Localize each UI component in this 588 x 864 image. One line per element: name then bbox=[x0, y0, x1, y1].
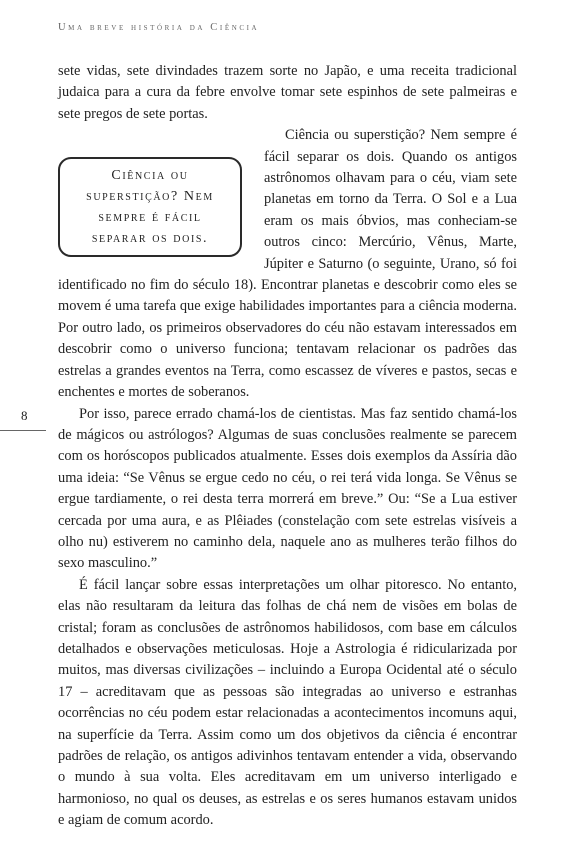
pull-quote-text: Ciência ou superstição? Nem sempre é fácil separar os dois. bbox=[86, 168, 214, 247]
page-number: 8 bbox=[21, 408, 28, 423]
paragraph: É fácil lançar sobre essas interpretações um olhar pitoresco. No entanto, elas não resultaram da leitura das folhas de chá nem de visões em bolas de cristal; foram as conclusões de astrônomos habilidosos, com base em cálculos detalhados e observações meticulosas. Hoje a Astrologia é ridicularizada por muitos, mas diversas civilizações – incluindo a Europa Ocidental até o século 17 – acreditavam que as pessoas são integradas ao universo e estranhas ocorrências no céu podem estar relacionadas a acontecimentos incomuns aqui, na superfície da Terra. Assim como um dos objetivos da ciência é encontrar padrões de relação, os antigos adivinhos tentavam entender a vida, observando o mundo à sua volta. Eles acreditavam em um universo interligado e harmonioso, no qual os deuses, as estrelas e os seres humanos estavam unidos e agiam de comum acordo. bbox=[58, 576, 517, 829]
paragraph: Ciência ou superstição? Nem sempre é fácil separar os dois. Quando os antigos astrônomos olhavam para o céu, viam sete planetas em torno da Terra. O Sol e a Lua eram os mais óbvios, mas conheciam-se outros cinco: Mercúrio, Vênus, Marte, Júpiter e Saturno (o seguinte, Urano, só foi identificado no fim do século 18). Encontrar planetas e descobrir como eles se movem é uma tarefa que exige habilidades importantes para a ciência moderna. Por outro lado, os primeiros observadores do céu não estavam interessados em descobrir como o universo funciona; tentavam relacionar os padrões das estrelas a grandes eventos na Terra, como escassez de víveres e pastos, secas e enchentes e mortes de soberanos. bbox=[58, 127, 517, 401]
page-number-rule bbox=[0, 430, 46, 431]
pull-quote-box bbox=[58, 157, 242, 257]
paragraph: Por isso, parece errado chamá-los de cientistas. Mas faz sentido chamá-los de mágicos ou astrólogos? Algumas de suas conclusões realmente se parecem com os horóscopos publicados atualmente. Esses dois exemplos da Assíria dão uma ideia: “Se Vênus se ergue cedo no céu, o rei terá vida longa. Se Vênus se ergue tardiamente, o rei desta terra morrerá em breve.” Ou: “Se a Lua estiver cercada por uma aura, e as Plêiades (constelação com sete estrelas visíveis a olho nu) estiverem no caminho dela, naquele ano as mulheres terão filhos do sexo masculino.” bbox=[58, 405, 517, 572]
body-text bbox=[58, 61, 517, 832]
running-head: Uma breve história da Ciência bbox=[58, 22, 260, 33]
paragraph-continuation: sete vidas, sete divindades trazem sorte no Japão, e uma receita tradicional judaica para a cura da febre envolve tomar sete espinhos de sete palmeiras e sete pregos de sete portas. bbox=[58, 63, 517, 122]
